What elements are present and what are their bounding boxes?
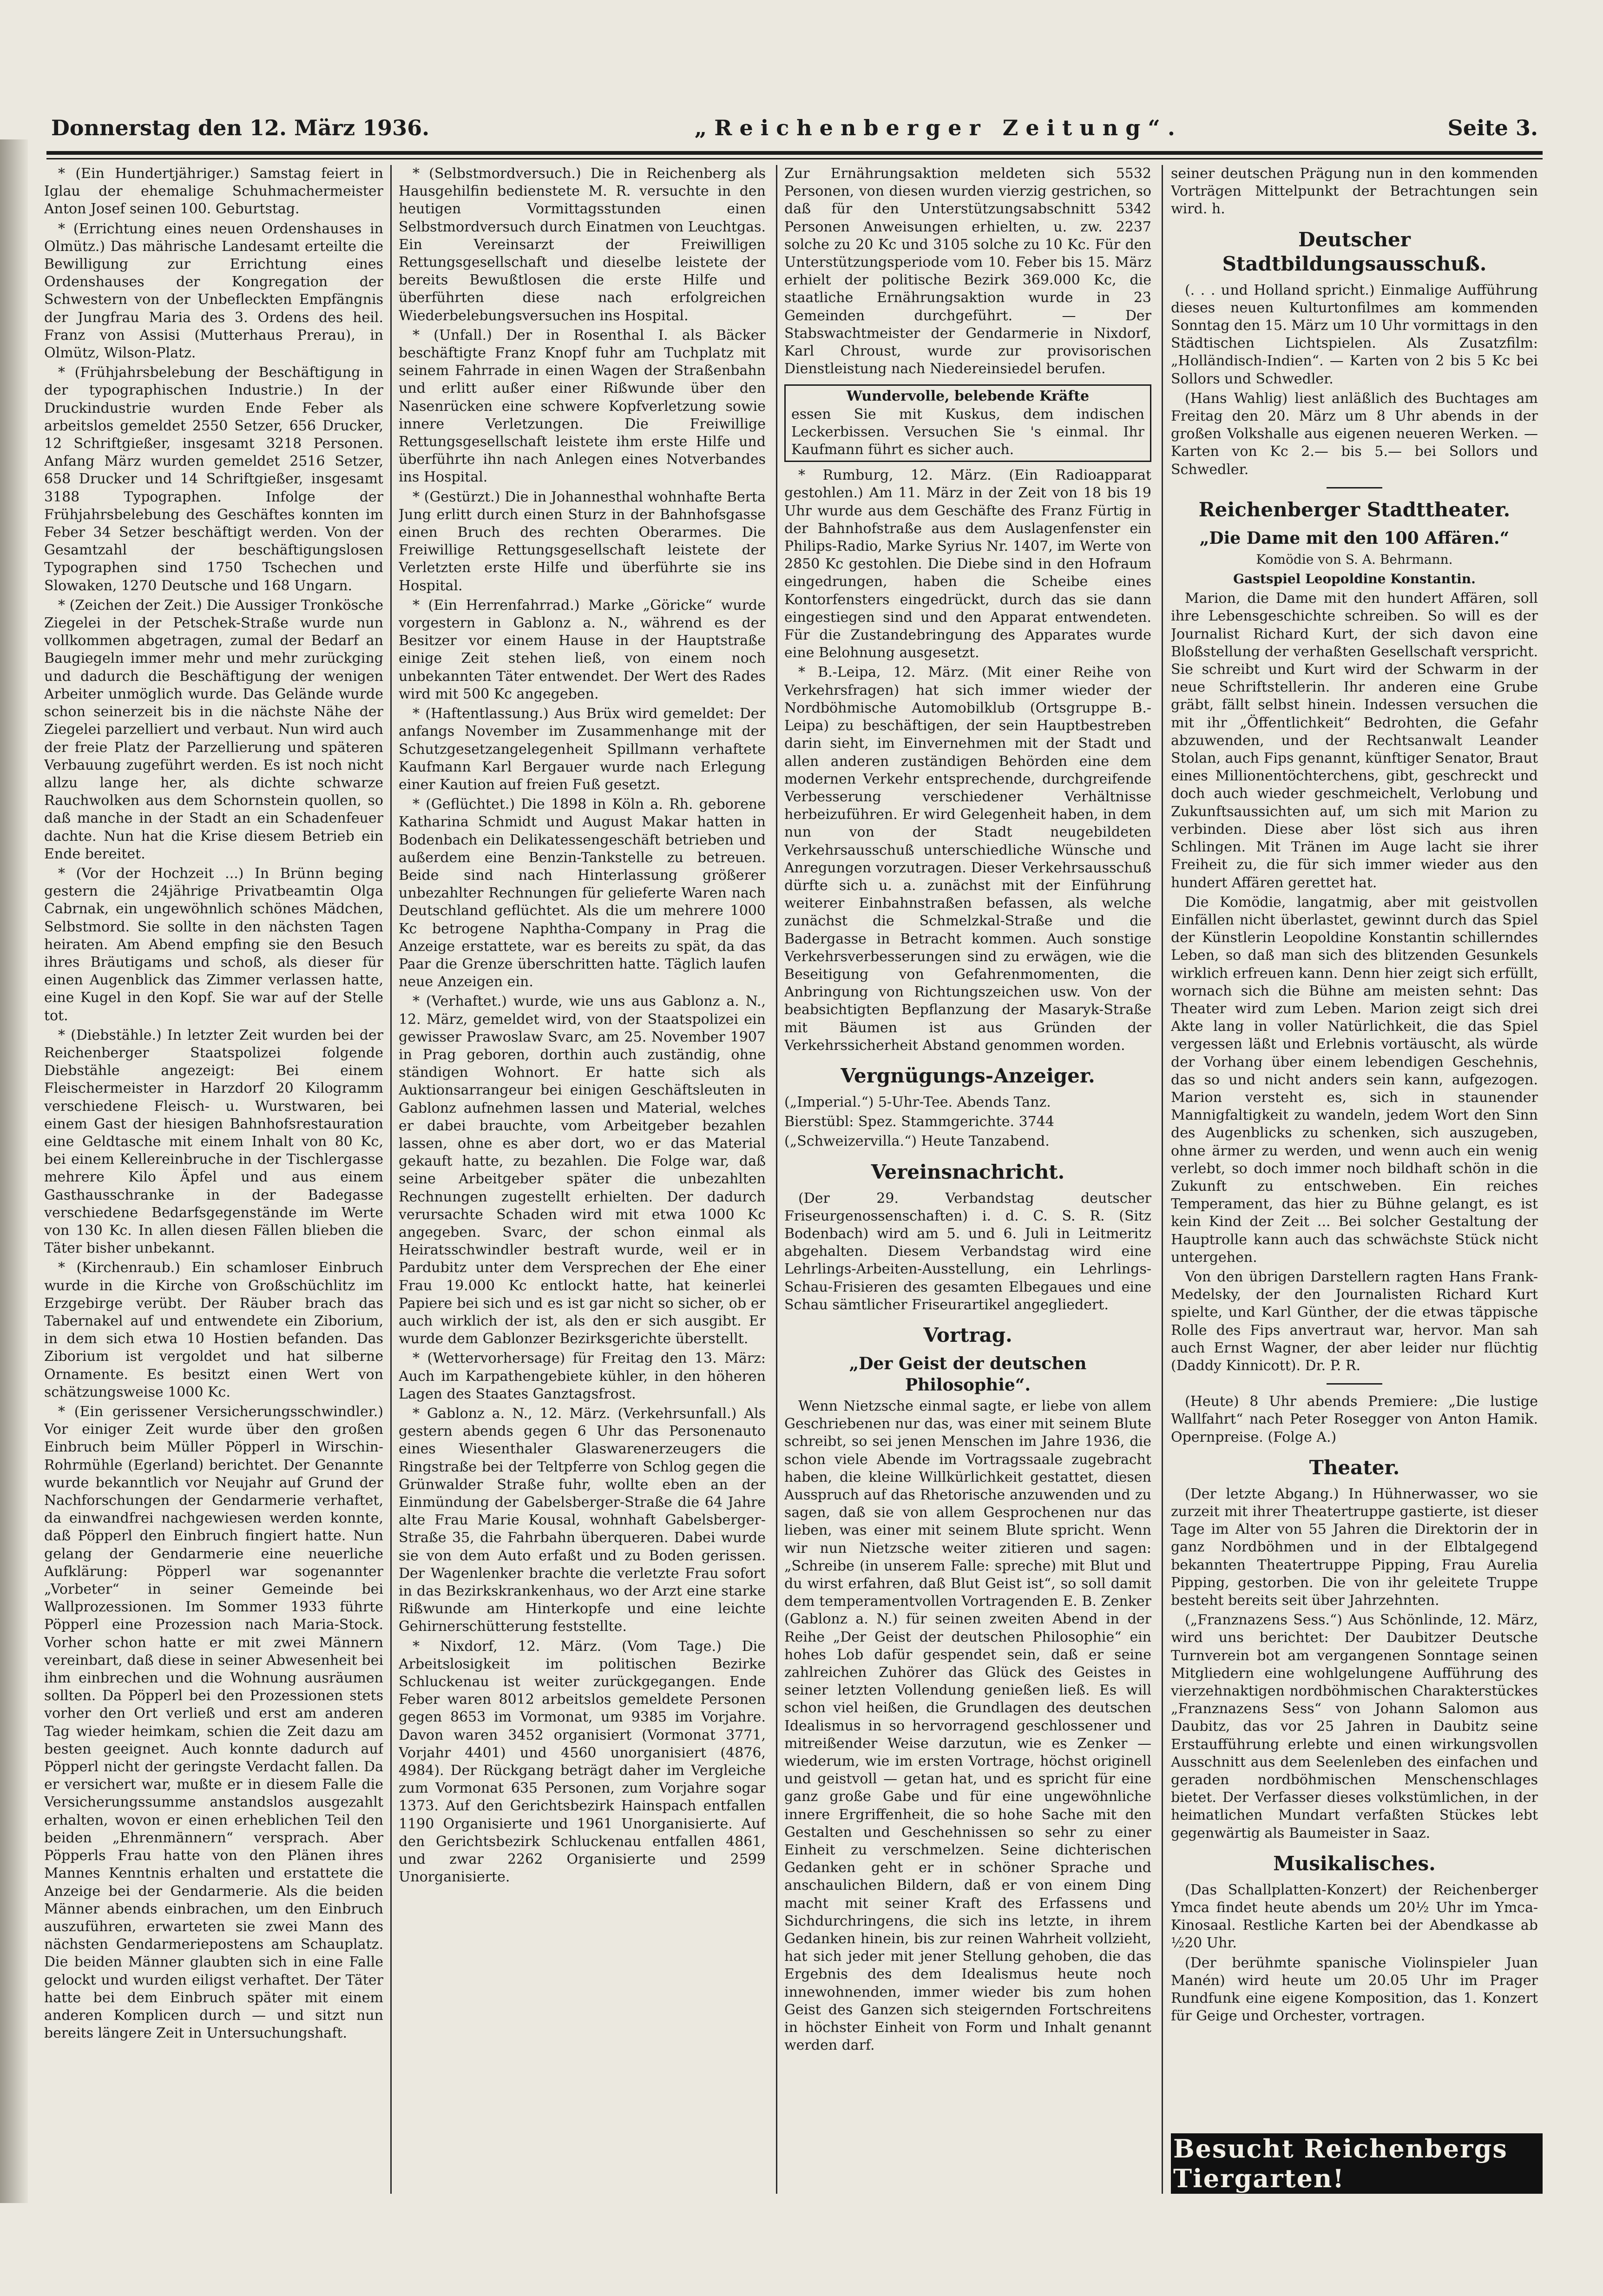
column-rule-1 [390,165,392,2194]
play-author: Komödie von S. A. Behrmann. [1256,551,1453,567]
vergn-bierstuebl: Bierstübl: Spez. Stammgerichte. 3744 [784,1114,1054,1130]
article-letzter-abgang: (Der letzte Abgang.) In Hühnerwasser, wo sie zurzeit mit ihrer Theatertruppe gastierte, ist dieser Tage im Alter von 55 Jahren die Direktorin der in ganz Nordböhmen und in der Elbtalgegend bekannten Theatertruppe Pipping, Frau Aurelia Pipping, gestorben. Die von ihr geleitete Truppe besteht bereits seit über Jahrzehnten. [1171,1485,1538,1609]
review-para-2: Die Komödie, langatmig, aber mit geistvollen Einfällen nicht überlastet, gewinnt durch das Spiel der Künstlerin Leopoldine Konstantin schillerndes Leben, so daß man sich des blitzenden Gesunkels wirklich erfreuen kann. Denn hier zeigt sich erfüllt, wornach sich die Bühne am meisten sehnt: Das Theater wird zum Leben. Marion zeigt sich drei Akte lang in voller Natürlichkeit, die das Spiel vergessen läßt und Erlebnis vortäuscht, als würde der Vorhang über einem lebendigen Geschehnis, das so und nicht anders sein kann, aufgezogen. Marion versteht es, sich in staunender Mannigfaltigkeit zu wandeln, jedem Wort den Sinn des Augenblicks zu schenken, sich auszugeben, ohne ärmer zu werden, und wenn auch ein wenig verlebt, so doch immer noch bildhaft schön in die Zukunft zu entschweben. Ein reiches Temperament, das hier zu Bühne gelangt, es ist kein Kind der Zeit ... Bei solcher Gestaltung der Hauptrolle kann auch das schwächste Stück nicht untergehen. [1171,894,1538,1266]
column-1 [44,165,383,2194]
article-vor-der-hochzeit: * (Vor der Hochzeit ...) In Brünn beging gestern die 24jährige Privatbeamtin Olga Cabrnak, ein ungewöhnlich schönes Mädchen, Selbstmord. Sie sollte in den nächsten Tagen heiraten. Am Abend empfing sie den Besuch ihres Bräutigams und schoß, als dieser für einen Augenblick das Zimmer verlassen hatte, eine Kugel in den Kopf. Sie war auf der Stelle tot. [44,865,383,1024]
article-schallplatten: (Das Schallplatten-Konzert) der Reichenberger Ymca findet heute abends um 20½ Uhr im Ymca-Kinosaal. Restliche Karten bei der Abendkasse ab ½20 Uhr. [1171,1881,1538,1952]
play-title: „Die Dame mit den 100 Affären.“ [1199,528,1510,548]
article-zeichen-der-zeit: * (Zeichen der Zeit.) Die Aussiger Tronkösche Ziegelei in der Petschek-Straße wurde nun vollkommen abgetragen, zumal der Bedarf an Baugiegeln immer mehr und mehr zurückging und dadurch die Beschäftigung der wenigen Arbeiter unmöglich wurde. Das Gelände wurde schon seinerzeit bis in die nächste Nähe der Ziegelei parzelliert und verbaut. Nun wird auch der freie Platz der Parzellierung und späteren Verbauung zugeführt werden. Es ist noch nicht allzu lange her, als dichte schwarze Rauchwolken aus dem Schornstein quollen, so daß manche in der Stadt an ein Schadenfeuer dachte. Nun hat die Krise diesem Betrieb ein Ende bereitet. [44,597,383,862]
article-haftentlassung: * (Haftentlassung.) Aus Brüx wird gemeldet: Der anfangs November im Zusammenhange mit der Schutzgesetzangelegenheit Spillmann verhaftete Kaufmann Karl Bergauer wurde nach Erlegung einer Kaution auf freien Fuß gesetzt. [399,706,766,793]
premiere-note: (Heute) 8 Uhr abends Premiere: „Die lustige Wallfahrt“ nach Peter Rosegger von Anton Hamik. Opernpreise. (Folge A.) [1171,1393,1538,1445]
article-kirchenraub: * (Kirchenraub.) Ein schamloser Einbruch wurde in die Kirche von Großschüchlitz im Erzgebirge verübt. Der Räuber brach das Tabernakel auf und entwendete ein Ziborium, in dem sich etwa 10 Hostien befanden. Das Ziborium ist vergoldet und hat silberne Ornamente. Es besitzt einen Wert von schätzungsweise 1000 Kc. [44,1260,383,1400]
vergn-schweizervilla: („Schweizervilla.“) Heute Tanzabend. [784,1133,1050,1150]
column-3 [784,165,1151,2194]
advert-text: essen Sie mit Kuskus, dem indischen Leckerbissen. Versuchen Sie 's einmal. Ihr Kaufmann führt es sicher auch. [791,406,1144,458]
header-date: Donnerstag den 12. März 1936. [51,115,430,140]
article-gestuerzt: * (Gestürzt.) Die in Johannesthal wohnhafte Berta Jung erlitt durch einen Sturz in der Bahnhofsgasse einen Bruch des rechten Oberarmes. Die Freiwillige Rettungsgesellschaft leistete der Verletzten erste Hilfe und überführte sie ins Hospital. [399,488,766,594]
section-heading-theater: Theater. [1309,1456,1400,1479]
play-guest: Gastspiel Leopoldine Konstantin. [1233,571,1476,587]
article-ordenshaus: * (Errichtung eines neuen Ordenshauses in Olmütz.) Das mährische Landesamt erteilte die Bewilligung zur Errichtung eines Ordenshauses der Kongregation der Schwestern von der Unbefleckten Empfängnis der Jungfrau Maria des 3. Ordens des heil. Franz von Assisi (Mutterhaus Prerau), in Olmütz, Wilson-Platz. [44,220,383,362]
column-4 [1171,165,1538,2194]
column-rule-3 [1162,165,1163,2194]
section-heading-stadttheater: Reichenberger Stadttheater. [1198,498,1511,521]
header-rule-thin [46,158,1543,159]
advert-tiergarten: Besucht Reichenbergs Tiergarten! [1171,2133,1543,2194]
article-unfall: * (Unfall.) Der in Rosenthal I. als Bäcker beschäftigte Franz Knopf fuhr am Tuchplatz mit seinem Fahrrade in einen Wagen der Straßenbahn und erlitt außer einer Rißwunde über den Nasenrücken eine schwere Kopfverletzung sowie innere Verletzungen. Die Freiwillige Rettungsgesellschaft leistete ihm erste Hilfe und überführte ihn nach Anlegen eines Notverbandes ins Hospital. [399,327,766,486]
divider [1327,1383,1382,1385]
section-heading-stadtbildung: Deutscher Stadtbildungsausschuß. [1222,228,1487,275]
article-continued: seiner deutschen Prägung nun in den kommenden Vorträgen Mittelpunkt der Betrachtungen sein wird. h. [1171,165,1538,218]
column-rule-2 [776,165,777,2194]
article-ernaehrungsaktion: Zur Ernährungsaktion meldeten sich 5532 Personen, von diesen wurden vierzig gestrichen, so daß für den Unterstützungsabschnitt 5342 Personen Anweisungen erhielten, u. zw. 2237 solche zu 20 Kc und 3105 solche zu 10 Kc. Für den Unterstützungsperiode vom 10. Feber bis 15. März erhielt der politische Bezirk 369.000 Kc, die staatliche Ernährungsaktion wurde in 23 Gemeinden durchgeführt. — Der Stabswachtmeister der Gendarmerie in Nixdorf, Karl Chroust, wurde zur provisorischen Dienstleistung nach Niedereinsiedel berufen. [784,165,1151,377]
article-versicherungsschwindler: * (Ein gerissener Versicherungsschwindler.) Vor einiger Zeit wurde über den großen Einbruch beim Müller Pöpperl in Wirschin-Rohrmühle (Egerland) berichtet. Der Genannte wurde bekanntlich vor Neujahr auf Grund der Nachforschungen der Gendarmerie verhaftet, da einwandfrei nachgewiesen werden konnte, daß Pöpperl den Einbruch fingiert hatte. Nun gelang der Gendarmerie eine neuerliche Aufklärung: Pöpperl war sogenannter „Vorbeter“ in seiner Gemeinde bei Wallprozessionen. Im Sommer 1933 führte Pöpperl eine Prozession nach Maria-Stock. Vorher schon hatte er mit zwei Männern vereinbart, daß diese in seiner Abwesenheit bei ihm einbrechen und die Wohnung ausräumen sollten. Da Pöpperl bei den Prozessionen stets vorher den Ort verließ und erst am anderen Tag wieder heimkam, schien die Zeit dazu am besten geeignet. Auch konnte dadurch auf Pöpperl nicht der geringste Verdacht fallen. Da er versichert war, mußte er in diesem Falle die Versicherungssumme anstandslos ausgezahlt erhalten, wovon er einen erheblichen Teil den beiden „Ehrenmännern“ versprach. Aber Pöpperls Frau hatte von den Plänen ihres Mannes Kenntnis erhalten und erstattete die Anzeige bei der Gendarmerie. Als die beiden Männer abends einbrachen, um den Einbruch auszuführen, erwarteten sie zwei Mann des nächsten Gendarmeriepostens am Schauplatz. Die beiden Männer glaubten sich in eine Falle gelockt und wurden eiligst verhaftet. Der Täter hatte bei dem Einbruch später mit einem anderen Komplicen durch — und sitzt nun bereits längere Zeit in Untersuchungshaft. [44,1404,383,2042]
article-franznazens-sess: („Franznazens Sess.“) Aus Schönlinde, 12. März, wird uns berichtet: Der Daubitzer Deutsche Turnverein bot am vergangenen Sonntage seinen Mitgliedern eine wohlgelungene Aufführung des vierzehnaktigen nordböhmischen Charakterstückes „Franznazens Sess“ von Johann Salomon aus Daubitz, das vor 25 Jahren in Daubitz seine Erstaufführung erlebte und einen wirkungsvollen Ausschnitt aus dem Seelenleben des einfachen und geraden nordböhmischen Menschenschlages bietet. Der Verfasser dieses volkstümlichen, in der heimatlichen Mundart verfaßten Stückes lebt gegenwärtig als Baumeister in Saaz. [1171,1612,1538,1841]
binding-edge [0,139,28,2203]
article-typographie: * (Frühjahrsbelebung der Beschäftigung in der typographischen Industrie.) In der Druckindustrie wurden Ende Feber als arbeitslos gemeldet 2550 Setzer, 656 Drucker, 12 Schriftgießer, insgesamt 3218 Personen. Anfang März wurden gemeldet 2516 Setzer, 658 Drucker und 14 Schriftgießer, insgesamt 3188 Typographen. Infolge der Frühjahrsbelebung des Geschäftes konnten im Feber 34 Setzer beschäftigt werden. Von der Gesamtzahl der beschäftigungslosen Typographen sind 1750 Tschechen und Slowaken, 1270 Deutsche und 168 Ungarn. [44,364,383,594]
article-gefluechtet: * (Geflüchtet.) Die 1898 in Köln a. Rh. geborene Katharina Schmidt und August Makar hatten in Bodenbach ein Delikatessengeschäft betrieben und außerdem eine Benzin-Tankstelle zu betreuen. Beide sind nach Hinterlassung größerer unbezahlter Rechnungen für gelieferte Waren nach Deutschland geflüchtet. Als die um mehrere 1000 Kc betrogene Naphtha-Company in Prag die Anzeige erstattete, war es bereits zu spät, da das Paar die Grenze überschritten hatte. Täglich laufen neue Anzeigen ein. [399,796,766,990]
article-diebstaehle: * (Diebstähle.) In letzter Zeit wurden bei der Reichenberger Staatspolizei folgende Diebstähle angezeigt: Bei einem Fleischermeister in Harzdorf 20 Kilogramm verschiedene Fleisch- u. Wurstwaren, bei einem Gast der hiesigen Bahnhofsrestauration eine Geldtasche mit einem Inhalt von 80 Kc, bei einem Kellereinbruche in der Tischlergasse mehrere Kilo Äpfel und aus einem Gasthausschranke in der Badegasse verschiedene Bedarfsgegenstände im Werte von 130 Kc. In allen diesen Fällen blieben die Täter bisher unbekannt. [44,1027,383,1257]
section-heading-verein: Vereinsnachricht. [871,1160,1065,1183]
article-verkehrsunfall: * Gablonz a. N., 12. März. (Verkehrsunfall.) Als gestern abends gegen 6 Uhr das Personenauto eines Wiesenthaler Glaswarenerzeugers die Ringstraße bei der Teltpferre von Schlog gegen die Grünwalder Straße fuhr, wollte eben an der Einmündung der Gabelsberger-Straße die 64 Jahre alte Frau Marie Kousal, wohnhaft Gabelsberger-Straße 35, die Fahrbahn überqueren. Dabei wurde sie von dem Auto erfaßt und zu Boden gerissen. Der Wagenlenker brachte die verletzte Frau sofort in das Bezirkskrankenhaus, wo der Arzt eine starke Rißwunde am Hinterkopfe und eine leichte Gehirnerschütterung feststellte. [399,1405,766,1635]
article-hundertjaehriger: * (Ein Hundertjähriger.) Samstag feiert in Iglau der ehemalige Schuhmachermeister Anton Josef seinen 100. Geburtstag. [44,165,383,218]
vergn-imperial: („Imperial.“) 5-Uhr-Tee. Abends Tanz. [784,1094,1051,1110]
article-leipa: * B.-Leipa, 12. März. (Mit einer Reihe von Verkehrsfragen) hat sich immer wieder der Nordböhmische Automobilklub (Ortsgruppe B.-Leipa) zu beschäftigen, der sein Hauptbestreben darin sieht, im Einvernehmen mit der Stadt und allen anderen zuständigen Behörden eine dem modernen Verkehr entsprechende, durchgreifende Verbesserung verschiedener Verhältnisse herbeizuführen. Er wird Gelegenheit haben, in dem nun von der Stadt neugebildeten Verkehrsausschuß unterschiedliche Wünsche und Anregungen vorzutragen. Dieser Verkehrsausschuß dürfte sich u. a. zunächst mit der Einführung weiterer Einbahnstraßen befassen, als welche zunächst die Schmelzkal-Straße und die Badergasse in Betracht kommen. Auch sonstige Verkehrsverbesserungen sind zu erwägen, wie die Beseitigung von Gefahrenmomenten, die Anbringung von Richtungszeichen usw. Von der beabsichtigten Bepflanzung der Masaryk-Straße mit Bäumen ist aus Gründen der Verkehrssicherheit Abstand genommen worden. [784,664,1151,1054]
article-nixdorf: * Nixdorf, 12. März. (Vom Tage.) Die Arbeitslosigkeit im politischen Bezirke Schluckenau ist weiter zurückgegangen. Ende Feber waren 8012 arbeitslos gemeldete Personen gegen 8653 im Vormonat, um 9385 im Vorjahre. Davon waren 3452 organisiert (Vormonat 3771, Vorjahr 4401) und 4560 unorganisiert (4876, 4984). Der Rückgang beträgt daher im Vergleiche zum Vormonat 635 Personen, zum Vorjahre sogar 1373. Auf den Gerichtsbezirk Hainspach entfallen 1190 Organisierte und 1961 Unorganisierte. Auf den Gerichtsbezirk Schluckenau entfallen 4861, und zwar 2262 Organisierte und 2599 Unorganisierte. [399,1638,766,1886]
column-2 [399,165,766,2194]
article-holland: (. . . und Holland spricht.) Einmalige Aufführung dieses neuen Kulturtonfilmes am kommenden Sonntag den 15. März um 10 Uhr vormittags in den Städtischen Lichtspielen. Als Zusatzfilm: „Holländisch-Indien“. — Karten von 2 bis 5 Kc bei Sollors und Schwedler. [1171,282,1538,387]
article-friseur: (Der 29. Verbandstag deutscher Friseurgenossenschaften) i. d. C. S. R. (Sitz Bodenbach) wird am 5. und 6. Juli in Leitmeritz abgehalten. Diesem Verbandstag wird eine Lehrlings-Arbeiten-Ausstellung, ein Lehrlings-Schau-Frisieren des gesamten Elbegaues und eine Schau sämtlicher Friseurartikel angegliedert. [784,1190,1151,1313]
article-manen: (Der berühmte spanische Violinspieler Juan Manén) wird heute um 20.05 Uhr im Prager Rundfunk eine eigene Komposition, das 1. Konzert für Geige und Orchester, vortragen. [1171,1954,1538,2025]
section-heading-vergnuegung: Vergnügungs-Anzeiger. [841,1064,1095,1087]
article-selbstmordversuch: * (Selbstmordversuch.) Die in Reichenberg als Hausgehilfin bedienstete M. R. versuchte in den heutigen Vormittagsstunden einen Selbstmordversuch durch Einatmen von Leuchtgas. Ein Vereinsarzt der Freiwilligen Rettungsgesellschaft und dieselbe leistete der bereits Bewußtlosen die erste Hilfe und überführten diese nach erfolgreichen Wiederbelebungsversuchen ins Hospital. [399,165,766,324]
article-wahlig: (Hans Wahlig) liest anläßlich des Buchtages am Freitag den 20. März um 8 Uhr abends in der großen Volkshalle aus eigenen neueren Werken. — Karten von Kc 2.— bis 5.— bei Sollors und Schwedler. [1171,390,1538,478]
page-header [51,107,1538,149]
article-wettervorhersage: * (Wettervorhersage) für Freitag den 13. März: Auch im Karpathengebiete kühler, in den höheren Lagen des Staates Ganztagsfrost. [399,1350,766,1402]
section-heading-musik: Musikalisches. [1273,1852,1436,1875]
article-rumburg: * Rumburg, 12. März. (Ein Radioapparat gestohlen.) Am 11. März in der Zeit von 18 bis 19 Uhr wurde aus dem Geschäfte des Franz Fürtig in der Bahnhofstraße aus dem Auslagenfenster ein Philips-Radio, Marke Syrius Nr. 1407, im Werte von 2850 Kc gestohlen. Die Diebe sind in den Hofraum eingedrungen, haben die Scheibe eines Kontorfensters eingedrückt, durch das sie dann eingestiegen sind und den Apparat entwendeten. Für die Zustandebringung des Apparates wurde eine Belohnung ausgesetzt. [784,467,1151,661]
review-para-3: Von den übrigen Darstellern ragten Hans Frank-Medelsky, der den Journalisten Richard Kurt spielte, und Karl Günther, der die etwas täppische Rolle des Fips anvertraut war, hervor. Man sah auch Ernst Wagner, der aber leider nur flüchtig (Daddy Kinnicott). Dr. P. R. [1171,1268,1538,1374]
review-para-1: Marion, die Dame mit den hundert Affären, soll ihre Lebensgeschichte schreiben. So will es der Journalist Richard Kurt, der sich davon eine Bloßstellung der verhaßten Gesellschaft verspricht. Sie schreibt und Kurt wird der Schwarm in der neue Schriftstellerin. Ihr anderen eine Grube gräbt, fällt selbst hinein. Indessen versuchen die mit ihr „Öffentlichkeit“ Bedrohten, die Gefahr abzuwenden, und der Rechtsanwalt Leander Stolan, auch Fips genannt, künftiger Senator, Braut eines Millionentöchterchens, gibt, geschreckt und doch auch wieder geschmeichelt, Verlobung und Zukunftsaussichten auf, um sich mit Marion zu verbinden. Diese aber löst sich aus ihren Schlingen. Mit Tränen im Auge lacht sie ihrer Freiheit zu, die für sich immer wieder aus den hundert Affären gerettet hat. [1171,590,1538,891]
advert-title: Wundervolle, belebende Kräfte [846,388,1090,405]
article-herrenfahrrad: * (Ein Herrenfahrrad.) Marke „Göricke“ wurde vorgestern in Gablonz a. N., während es der Besitzer vor einem Hause in der Hauptstraße einige Zeit stehen ließ, von einem noch unbekannten Täter entwendet. Der Wert des Rades wird mit 500 Kc angegeben. [399,597,766,702]
article-verhaftet: * (Verhaftet.) wurde, wie uns aus Gablonz a. N., 12. März, gemeldet wird, von der Staatspolizei ein gewisser Prawoslaw Svarc, am 25. November 1907 in Prag geboren, dorthin auch zuständig, ohne ständigen Wohnort. Er hatte sich als Auktionsarrangeur bei einigen Geschäftsleuten in Gablonz aufnehmen lassen und Material, welches er dabei brauchte, vom Arbeitgeber bezahlen lassen, ohne es aber dort, wo er das Material gekauft hatte, zu bezahlen. Die Folge war, daß seine Arbeitgeber später die unbezahlten Rechnungen zugestellt erhielten. Der dadurch verursachte Schaden wird mit etwa 1000 Kc angegeben. Svarc, der schon einmal als Heiratsschwindler bestraft wurde, weil er in Pardubitz unter dem Versprechen der Ehe einer Frau 19.000 Kc entlockt hatte, hat keinerlei Papiere bei sich und es ist gar nicht so sicher, ob er auch wirklich der ist, als den er sich ausgibt. Er wurde dem Gablonzer Bezirksgerichte überstellt. [399,993,766,1347]
article-vortrag: Wenn Nietzsche einmal sagte, er liebe von allem Geschriebenen nur das, was einer mit seinem Blute schreibt, so sei jenen Menschen im Jahre 1936, die schon viele Abende im Vortragssaale zugebracht haben, die kleine Willkürlichkeit gestattet, diesen Ausspruch auf das Rhetorische anzuwenden und zu sagen, daß sie von allem Gesprochenen nur das lieben, was einer mit seinem Blute spricht. Wenn wir nun Nietzsche weiter zitieren und sagen: „Schreibe (in unserem Falle: spreche) mit Blut und du wirst erfahren, daß Blut Geist ist“, so soll damit dem temperamentvollen Vortragenden E. B. Zenker (Gablonz a. N.) für seinen zweiten Abend in der Reihe „Der Geist der deutschen Philosophie“ ein hohes Lob dafür gespendet sein, daß er seine zahlreichen Zuhörer das Glück des Geistes in seiner letzten Vollendung genießen ließ. Es will schon viel heißen, die Grundlagen des deutschen Idealismus in so hervorragend geschlossener und mitreißender Weise darzutun, wie es Zenker — wiederum, wie im ersten Vortrage, höchst originell und geistvoll — getan hat, und es spricht für eine ganz große Gabe und für eine ungewöhnliche innere Ergriffenheit, die so hohe Sache mit den Gestalten und Geschehnissen so sehr zu einer Einheit zu verschmelzen. Seine dichterischen Gedanken geht er in schöner Sprache und anschaulichen Bildern, daß er von einem Ding macht mit seiner Kraft des Erfassens und Sichdurchringens, die sich ins letzte, in ihrem Gedanken hinein, bis zur reinen Wahrheit vollzieht, hat sich jeder mit jener Stellung gehoben, die das Ergebnis des dem Idealismus heute noch innewohnenden, immer wieder bis zum hohen Geist des Ganzen sich steigernden Fortschreitens in höchster Einheit von Form und Inhalt genannt werden darf. [784,1398,1151,2054]
advert-box [784,384,1151,462]
vortrag-subtitle: „Der Geist der deutschen Philosophie“. [849,1353,1087,1395]
section-heading-vortrag: Vortrag. [923,1323,1012,1346]
divider [1327,487,1382,488]
header-title: „Reichenberger Zeitung“. [694,115,1183,140]
header-page: Seite 3. [1447,115,1538,140]
header-rule [46,151,1543,155]
